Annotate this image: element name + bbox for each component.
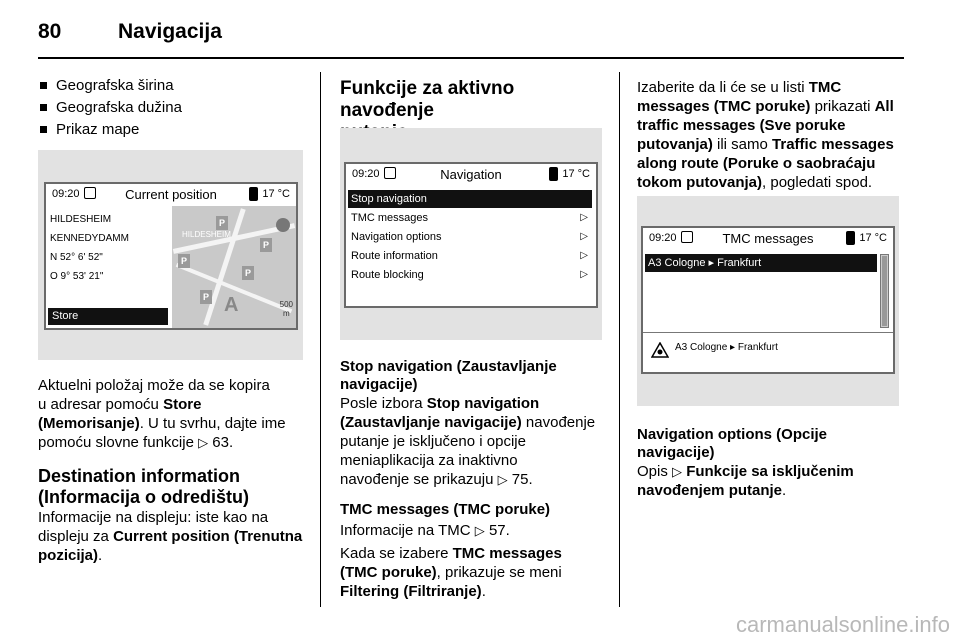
menu-item-tmc-messages[interactable] xyxy=(348,209,592,227)
paragraph-line xyxy=(340,470,615,489)
traffic-warning-icon xyxy=(651,342,669,358)
text-bold: All xyxy=(874,98,894,115)
map-scale xyxy=(280,300,293,318)
street-name: KENNEDYDAMM xyxy=(50,233,129,244)
paragraph-line xyxy=(637,173,907,192)
paragraph-line xyxy=(38,546,313,565)
paragraph-line xyxy=(38,414,313,433)
text: . U tu svrhu, dajte ime xyxy=(139,415,286,432)
menu-item-label: TMC messages xyxy=(351,212,429,224)
text-bold: tokom putovanja) xyxy=(637,174,763,191)
menu-item-label: A3 Cologne ▸ Frankfurt xyxy=(648,257,762,269)
divider xyxy=(643,332,893,333)
parking-icon: P xyxy=(242,266,254,280)
paragraph-line xyxy=(340,544,615,563)
scrollbar-thumb[interactable] xyxy=(882,256,887,326)
text: displeju za xyxy=(38,528,109,545)
text: navođenje xyxy=(525,414,596,431)
list-item: Geografska širina xyxy=(38,76,308,98)
menu-item-label: Route information xyxy=(351,250,438,262)
paragraph-line xyxy=(38,433,313,452)
thermometer-icon xyxy=(846,231,855,245)
chevron-right-icon: ▷ xyxy=(580,231,588,242)
paragraph-line: Aktuelni položaj može da se kopira xyxy=(38,377,270,394)
text: Posle izbora xyxy=(340,395,423,412)
tmc-detail-text: A3 Cologne ▸ Frankfurt xyxy=(675,342,778,353)
subsection-heading: navigacije) xyxy=(340,376,418,393)
text: , pogledati spod. xyxy=(762,174,873,191)
text-bold: Traffic messages xyxy=(772,136,894,153)
page-ref-icon: ▷ xyxy=(672,464,683,479)
paragraph-line xyxy=(38,527,313,546)
column-divider-2 xyxy=(619,72,620,607)
paragraph-line xyxy=(637,481,907,500)
text-bold: navođenjem putanje xyxy=(637,482,783,499)
text-bold: TMC xyxy=(808,79,842,96)
text-bold: Filtering (Filtriranje) xyxy=(340,583,482,600)
clock-time: 09:20 xyxy=(352,168,380,180)
page-ref-icon: ▷ xyxy=(497,472,508,487)
store-link: Store xyxy=(163,396,202,413)
text: navođenje se prikazuju xyxy=(340,471,494,488)
city-name: HILDESHEIM xyxy=(50,214,112,225)
text-bold: messages (TMC poruke) xyxy=(637,98,811,115)
paragraph-line xyxy=(637,78,907,97)
scrollbar[interactable] xyxy=(880,254,889,328)
paragraph-line xyxy=(637,135,907,154)
bullet-list xyxy=(38,76,308,142)
page-title: Navigacija xyxy=(118,20,222,43)
latitude: N 52° 6' 52" xyxy=(50,252,103,263)
text: ili samo xyxy=(717,136,768,153)
chevron-right-icon: ▷ xyxy=(580,250,588,261)
subsection-heading: TMC messages (TMC poruke) xyxy=(340,501,551,518)
parking-icon: P xyxy=(216,216,228,230)
display-screen xyxy=(44,182,298,330)
scale-value: 500 xyxy=(279,300,293,309)
compass-icon xyxy=(276,218,290,232)
subsection-heading: Navigation options (Opcije xyxy=(637,426,828,443)
menu-item-label: Route blocking xyxy=(351,269,424,281)
watermark: carmanualsonline.info xyxy=(735,612,950,637)
subsection-heading: Stop navigation (Zaustavljanje xyxy=(340,358,557,375)
text: Opis xyxy=(637,463,668,480)
paragraph-line: putanje je isključeno i opcije xyxy=(340,433,526,450)
menu-item-navigation-options[interactable] xyxy=(348,228,592,246)
text: , prikazuje se meni xyxy=(436,564,562,581)
page-number: 80 xyxy=(38,20,62,43)
scale-unit: m xyxy=(282,309,290,318)
text: . xyxy=(782,482,787,499)
spacer xyxy=(38,452,313,466)
text-bold: (TMC poruke) xyxy=(340,564,437,581)
page-ref-icon: ▷ xyxy=(474,523,485,538)
column-3-text-bottom xyxy=(637,426,907,500)
status-bar xyxy=(346,164,596,186)
tmc-message-item[interactable] xyxy=(645,254,877,272)
thermometer-icon xyxy=(249,187,258,201)
paragraph-line xyxy=(340,394,615,413)
column-1-text xyxy=(38,376,313,565)
text: Kada se izabere xyxy=(340,545,449,562)
display-screen xyxy=(344,162,598,308)
screenshot-tmc-messages xyxy=(637,196,899,406)
temperature: 17 °C xyxy=(262,188,290,200)
paragraph-line xyxy=(38,395,313,414)
header-rule xyxy=(38,57,904,59)
paragraph-line xyxy=(637,97,907,116)
text-bold: (Memorisanje) xyxy=(38,415,140,432)
section-heading: Funkcije za aktivno navođenje xyxy=(340,78,515,121)
text: Informacije na TMC xyxy=(340,522,471,539)
text-bold: traffic messages (Sve poruke xyxy=(637,117,846,134)
status-bar xyxy=(643,228,893,250)
text: . xyxy=(481,583,486,600)
text: pomoću slovne funkcije xyxy=(38,434,194,451)
list-item: Prikaz mape xyxy=(38,120,308,142)
parking-icon: P xyxy=(178,254,190,268)
paragraph-line xyxy=(340,521,615,540)
text-bold: TMC messages xyxy=(452,545,562,562)
text-bold: Current position (Trenutna xyxy=(113,528,303,545)
spacer xyxy=(340,489,615,501)
position-marker-icon: A xyxy=(224,294,239,316)
temperature: 17 °C xyxy=(562,168,590,180)
text-bold: Funkcije sa isključenim xyxy=(686,463,854,480)
clock-time: 09:20 xyxy=(649,232,677,244)
column-2-text xyxy=(340,358,615,601)
text: . xyxy=(98,547,103,564)
text-bold: along route (Poruke o saobraćaju xyxy=(637,155,876,172)
column-1 xyxy=(38,76,308,142)
screen-title: Current position xyxy=(125,187,217,202)
paragraph-line xyxy=(340,413,615,432)
text-bold: pozicija) xyxy=(38,547,99,564)
parking-icon: P xyxy=(200,290,212,304)
column-3-text-top xyxy=(637,78,907,192)
section-heading: Destination information xyxy=(38,466,240,486)
store-button[interactable]: Store xyxy=(48,308,168,325)
menu-item-route-information[interactable] xyxy=(348,247,592,265)
screen-title: Navigation xyxy=(440,167,502,182)
menu-item-label: Stop navigation xyxy=(351,193,427,205)
parking-icon: P xyxy=(260,238,272,252)
paragraph-line xyxy=(637,116,907,135)
screenshot-navigation-menu xyxy=(340,128,602,340)
map-view[interactable] xyxy=(172,206,296,328)
text: prikazati xyxy=(814,98,871,115)
paragraph-line: Informacije na displeju: iste kao na xyxy=(38,509,269,526)
longitude: O 9° 53' 21" xyxy=(50,271,104,282)
position-info xyxy=(50,210,129,286)
paragraph-line xyxy=(340,582,615,601)
subsection-heading: navigacije) xyxy=(637,444,715,461)
clock-time: 09:20 xyxy=(52,188,80,200)
map-label: HILDESHEIM xyxy=(182,230,231,239)
page-ref-icon: ▷ xyxy=(198,435,209,450)
menu-item-route-blocking[interactable] xyxy=(348,266,592,284)
text: Izaberite da li će se u listi xyxy=(637,79,805,96)
text-bold: putovanja) xyxy=(637,136,713,153)
paragraph-line: meniaplikacija za inaktivno xyxy=(340,452,518,469)
menu-item-stop-navigation[interactable] xyxy=(348,190,592,208)
screenshot-current-position xyxy=(38,150,303,360)
list-item: Geografska dužina xyxy=(38,98,308,120)
page-ref[interactable]: 57. xyxy=(488,522,510,539)
section-heading: (Informacija o odredištu) xyxy=(38,487,250,507)
temperature: 17 °C xyxy=(859,232,887,244)
chevron-right-icon: ▷ xyxy=(580,269,588,280)
text-bold: (Zaustavljanje navigacije) xyxy=(340,414,522,431)
menu-item-label: Navigation options xyxy=(351,231,442,243)
chevron-right-icon: ▷ xyxy=(580,212,588,223)
display-screen xyxy=(641,226,895,374)
status-bar xyxy=(46,184,296,206)
page-ref[interactable]: 63. xyxy=(212,434,234,451)
paragraph-line xyxy=(637,462,907,481)
screen-title: TMC messages xyxy=(722,231,814,246)
paragraph-line xyxy=(340,563,615,582)
text-bold: Stop navigation xyxy=(426,395,540,412)
thermometer-icon xyxy=(549,167,558,181)
column-divider-1 xyxy=(320,72,321,607)
text: u adresar pomoću xyxy=(38,396,159,413)
paragraph-line xyxy=(637,154,907,173)
page-ref[interactable]: 75. xyxy=(511,471,533,488)
